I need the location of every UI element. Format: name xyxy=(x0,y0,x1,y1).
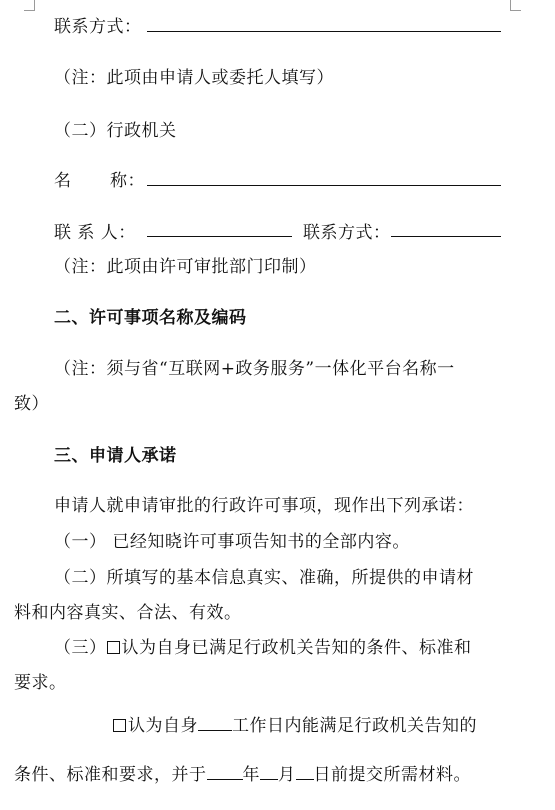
section-admin-title: （二）行政机关 xyxy=(54,121,177,141)
admin-name-label-a: 名 xyxy=(54,171,72,191)
commitment-item-4-checkbox[interactable] xyxy=(113,719,126,732)
applicant-contact-label: 联系方式： xyxy=(54,17,142,37)
page-corner-mark-right xyxy=(510,0,521,11)
day-blank[interactable] xyxy=(296,778,314,780)
note-item-line2: 致） xyxy=(14,394,49,414)
admin-name-field[interactable] xyxy=(147,185,501,186)
heading-commitment: 三、申请人承诺 xyxy=(54,446,177,466)
commitment-intro: 申请人就申请审批的行政许可事项，现作出下列承诺： xyxy=(54,496,474,516)
admin-name-label-b: 称： xyxy=(110,171,145,191)
admin-contact-method-field[interactable] xyxy=(391,236,501,237)
year-label: 年 xyxy=(242,765,260,785)
commitment-item-3-line2: 要求。 xyxy=(14,673,67,693)
note-applicant: （注：此项由申请人或委托人填写） xyxy=(54,68,334,88)
month-blank[interactable] xyxy=(260,778,278,780)
page-corner-mark-left xyxy=(24,0,35,11)
admin-contact-person-field[interactable] xyxy=(147,236,292,237)
note-admin: （注：此项由许可审批部门印制） xyxy=(54,257,317,277)
day-label: 日前提交所需材料。 xyxy=(313,765,471,785)
month-label: 月 xyxy=(278,765,296,785)
commitment-item-4-line2-part1: 条件、标准和要求，并于 xyxy=(14,765,207,785)
commitment-item-3-text: 认为自身已满足行政机关告知的条件、标准和 xyxy=(121,638,472,658)
admin-contact-person-label: 联 系 人： xyxy=(54,223,136,243)
note-item-line1: （注：须与省“互联网+政务服务”一体化平台名称一 xyxy=(54,359,455,379)
commitment-item-1: （一） 已经知晓许可事项告知书的全部内容。 xyxy=(54,532,410,552)
applicant-contact-row xyxy=(54,12,142,37)
commitment-item-4-line1 xyxy=(113,711,477,736)
commitment-item-4-part1: 认为自身 xyxy=(128,716,198,736)
commitment-item-3-prefix: （三） xyxy=(54,638,107,658)
commitment-item-3-checkbox[interactable] xyxy=(107,641,120,654)
commitment-item-3-line1 xyxy=(54,633,472,658)
heading-permit-item: 二、许可事项名称及编码 xyxy=(54,308,247,328)
workdays-blank[interactable] xyxy=(198,729,232,731)
applicant-contact-field[interactable] xyxy=(147,31,501,32)
commitment-item-2-line1: （二）所填写的基本信息真实、准确，所提供的申请材 xyxy=(54,568,474,588)
commitment-item-4-part2: 工作日内能满足行政机关告知的 xyxy=(232,716,477,736)
admin-contact-method-label: 联系方式： xyxy=(303,223,391,243)
year-blank[interactable] xyxy=(207,778,243,780)
commitment-item-2-line2: 料和内容真实、合法、有效。 xyxy=(14,603,242,623)
commitment-item-4-line2 xyxy=(14,760,471,785)
